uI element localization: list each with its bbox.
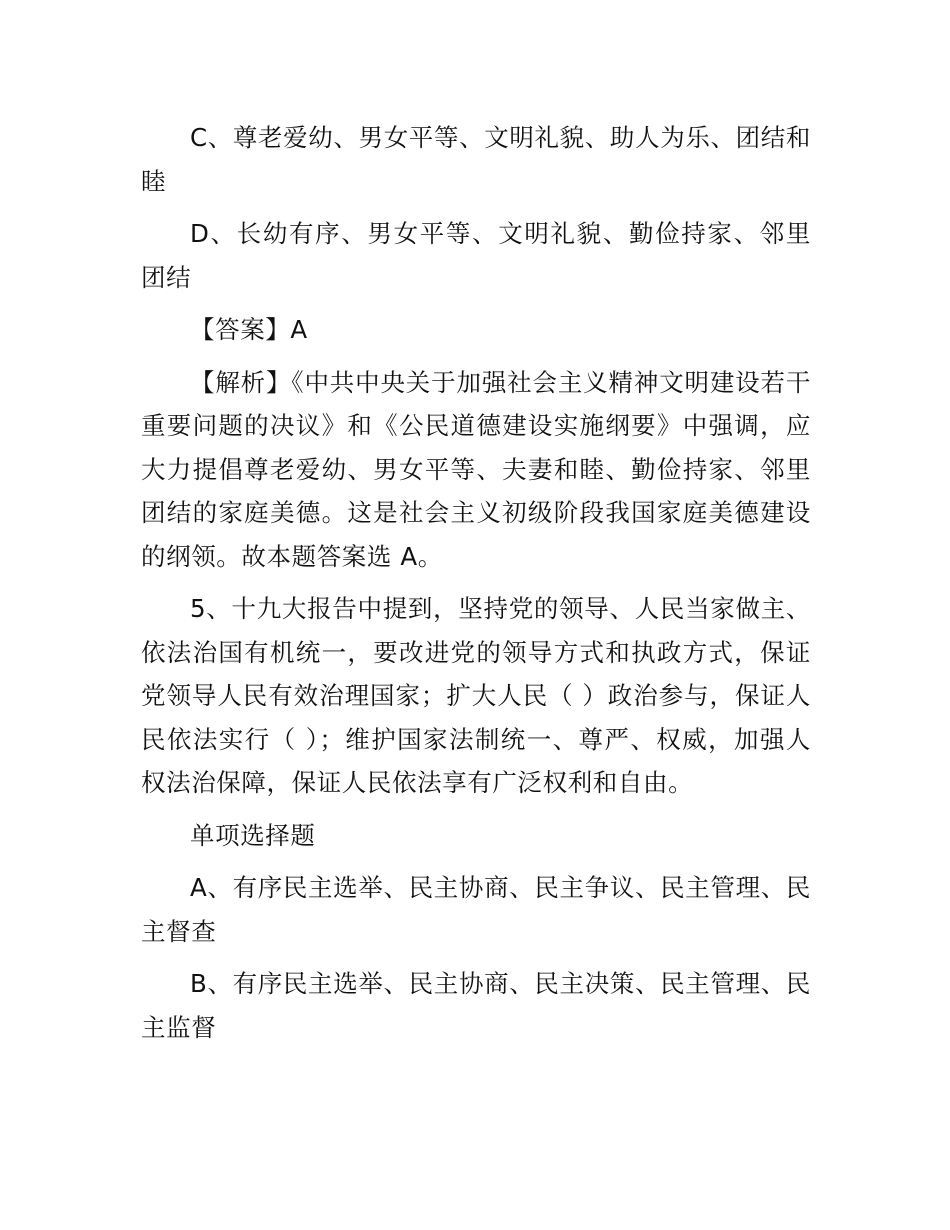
option-c-paragraph: C、尊老爱幼、男女平等、文明礼貌、助人为乐、团结和睦 [141,123,811,196]
option-b-paragraph: B、有序民主选举、民主协商、民主决策、民主管理、民主监督 [141,969,811,1042]
option-d-paragraph: D、长幼有序、男女平等、文明礼貌、勤俭持家、邻里团结 [141,219,811,292]
document-page [141,116,811,1058]
question-5-paragraph: 5、十九大报告中提到，坚持党的领导、人民当家做主、依法治国有机统一，要改进党的领导方式和执政方式，保证党领导人民有效治理国家；扩大人民（ ）政治参与，保证人民依法实行（ ）；维护国家法制统一、尊严、权威，加强人权法治保障，保证人民依法享有广泛权利和自由。 [141,594,811,797]
analysis-paragraph: 【解析】《中共中央关于加强社会主义精神文明建设若干重要问题的决议》和《公民道德建设实施纲要》中强调，应大力提倡尊老爱幼、男女平等、夫妻和睦、勤俭持家、邻里团结的家庭美德。这是社会主义初级阶段我国家庭美德建设的纲领。故本题答案选 A。 [141,367,811,571]
option-a-paragraph: A、有序民主选举、民主协商、民主争议、民主管理、民主督查 [141,873,811,946]
question-type-label: 单项选择题 [190,820,316,850]
answer-paragraph: 【答案】A [190,315,308,344]
